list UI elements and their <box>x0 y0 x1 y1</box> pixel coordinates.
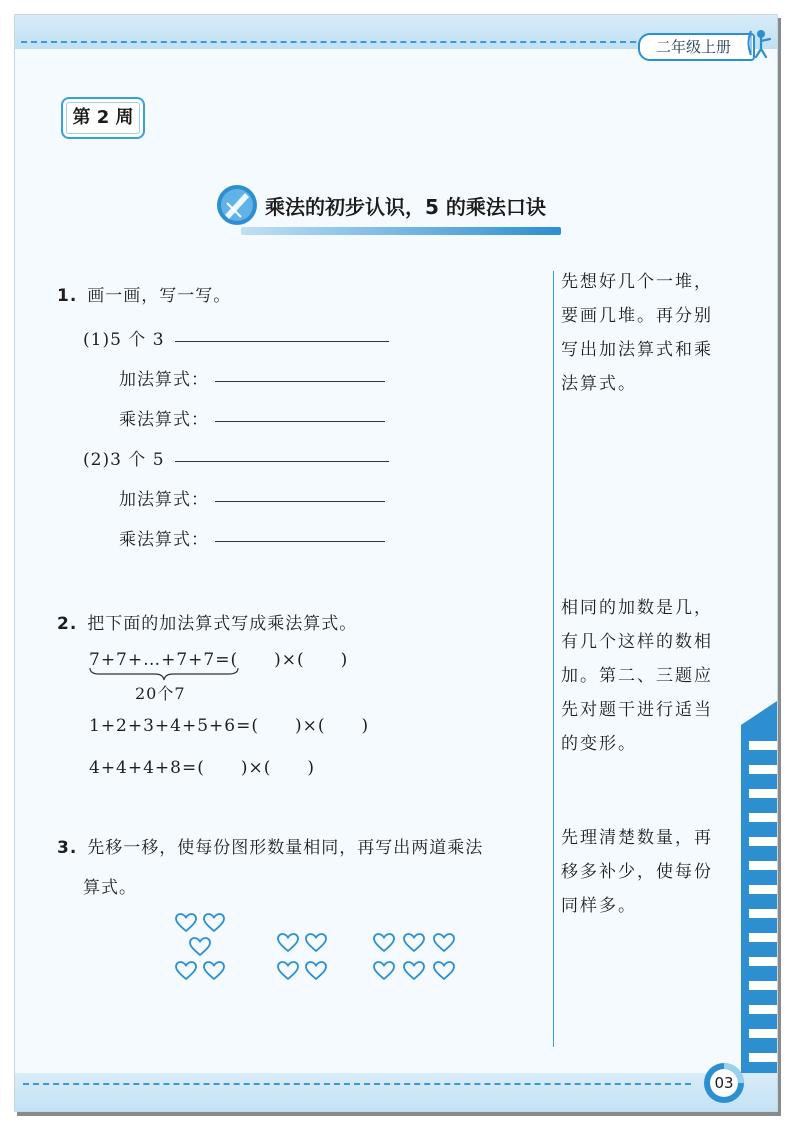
heart-icon[interactable] <box>189 937 211 957</box>
hint-column-divider <box>553 271 554 1047</box>
question-1 <box>57 281 231 306</box>
heart-icon[interactable] <box>403 933 425 953</box>
stripe <box>749 837 777 846</box>
heart-icon[interactable] <box>277 933 299 953</box>
q1-part1-label: (1)5 个 3 <box>83 330 165 350</box>
hint-line: 同样多。 <box>561 896 637 916</box>
answer-line[interactable] <box>215 381 385 382</box>
week-label: 第 2 周 <box>61 97 145 139</box>
archer-icon <box>745 27 775 59</box>
heart-icon[interactable] <box>175 961 197 981</box>
answer-line[interactable] <box>215 541 385 542</box>
question-number: 2. <box>57 614 78 634</box>
heart-icon[interactable] <box>175 913 197 933</box>
hint-3 <box>561 821 733 923</box>
heart-icon[interactable] <box>203 913 225 933</box>
q1-add-label-1: 加法算式： <box>119 370 209 390</box>
hint-1 <box>561 265 733 401</box>
q2-brace-label: 20个7 <box>135 684 186 703</box>
heart-icon[interactable] <box>305 961 327 981</box>
heart-icon[interactable] <box>305 933 327 953</box>
hint-line: 法算式。 <box>561 374 637 394</box>
question-2 <box>57 609 357 634</box>
answer-line[interactable] <box>175 461 389 462</box>
question-prompt-line-1: 先移一移，使每份图形数量相同，再写出两道乘法 <box>87 838 484 858</box>
question-prompt-line-2: 算式。 <box>83 878 137 898</box>
workbook-page <box>14 14 778 1112</box>
grade-tab: 二年级上册 <box>638 33 755 61</box>
q2-equation-2: 1+2+3+4+5+6=( )×( ) <box>89 716 370 736</box>
question-prompt: 画一画，写一写。 <box>87 286 232 306</box>
heart-icon[interactable] <box>373 933 395 953</box>
hint-line: 先对题干进行适当 <box>561 700 713 720</box>
hint-line: 加。第二、三题应 <box>561 666 713 686</box>
q1-add-label-2: 加法算式： <box>119 490 209 510</box>
bottom-band <box>15 1073 777 1111</box>
heart-icon[interactable] <box>277 961 299 981</box>
hint-2 <box>561 591 733 761</box>
stripe <box>749 885 777 894</box>
heart-icon[interactable] <box>433 961 455 981</box>
page-number: 03 <box>714 1074 734 1092</box>
stripe <box>749 1029 777 1038</box>
stripe <box>749 909 777 918</box>
stripe <box>749 765 777 774</box>
q1-mul-label-1: 乘法算式： <box>119 410 209 430</box>
stripe <box>749 957 777 966</box>
q2-equation-3: 4+4+4+8=( )×( ) <box>89 758 316 778</box>
hint-line: 移多补少，使每份 <box>561 862 713 882</box>
hint-line: 写出加法算式和乘 <box>561 340 713 360</box>
stripe <box>749 861 777 870</box>
stripe <box>749 789 777 798</box>
question-number: 3. <box>57 838 78 858</box>
hint-line: 先理清楚数量，再 <box>561 828 713 848</box>
stripe <box>749 1005 777 1014</box>
heart-icon[interactable] <box>373 961 395 981</box>
section-title-text: 乘法的初步认识，5 的乘法口诀 <box>265 195 546 219</box>
hint-line: 相同的加数是几， <box>561 598 713 618</box>
title-underline-bar <box>241 227 561 235</box>
section-title <box>215 183 575 239</box>
heart-icon[interactable] <box>403 961 425 981</box>
stripe <box>749 813 777 822</box>
question-3 <box>57 833 483 858</box>
hint-line: 先想好几个一堆， <box>561 272 713 292</box>
stripe <box>749 741 777 750</box>
underbrace-icon <box>89 667 239 681</box>
hint-line: 有几个这样的数相 <box>561 632 713 652</box>
q1-part2-label: (2)3 个 5 <box>83 450 165 470</box>
q2-equation-1: 7+7+…+7+7=( )×( ) <box>89 650 349 670</box>
stripe <box>749 933 777 942</box>
hint-line: 的变形。 <box>561 734 637 754</box>
pencil-badge-icon <box>215 183 259 227</box>
heart-icon[interactable] <box>433 933 455 953</box>
question-prompt: 把下面的加法算式写成乘法算式。 <box>87 614 358 634</box>
side-stripes-decoration <box>741 701 777 1079</box>
answer-line[interactable] <box>215 501 385 502</box>
heart-icon[interactable] <box>203 961 225 981</box>
bottom-dashed-line <box>23 1083 691 1085</box>
stripe <box>749 981 777 990</box>
q1-mul-label-2: 乘法算式： <box>119 530 209 550</box>
answer-line[interactable] <box>215 421 385 422</box>
answer-line[interactable] <box>175 341 389 342</box>
question-number: 1. <box>57 286 78 306</box>
hint-line: 要画几堆。再分别 <box>561 306 713 326</box>
top-dashed-line <box>21 41 636 43</box>
stripe <box>749 1053 777 1062</box>
